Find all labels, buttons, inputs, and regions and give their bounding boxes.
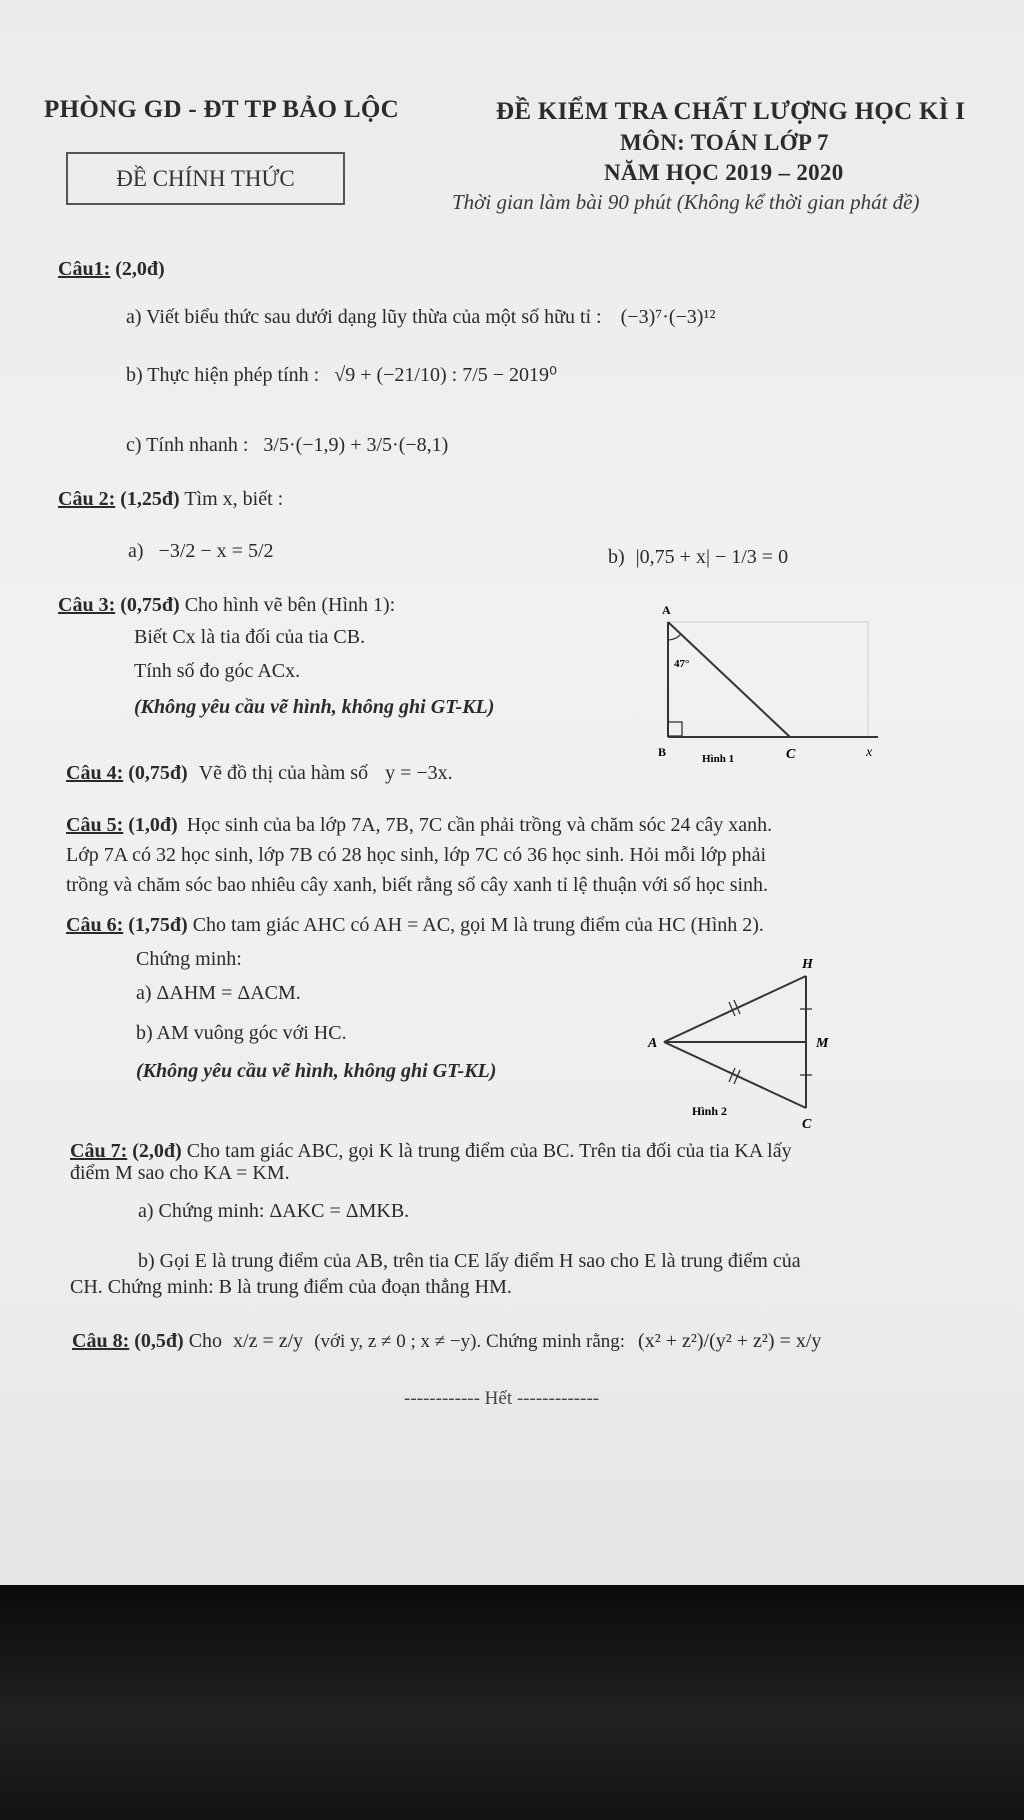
- figure-2-caption: Hình 2: [692, 1104, 728, 1118]
- official-exam-box: ĐỀ CHÍNH THỨC: [66, 152, 345, 205]
- q4-label: Câu 4:: [66, 762, 124, 784]
- figure-2-label-A: A: [648, 1036, 658, 1051]
- q4-points: (0,75đ): [128, 762, 188, 784]
- q6-points: (1,75đ): [128, 914, 188, 936]
- figure-1: [640, 600, 900, 770]
- figure-1-frame: [668, 622, 868, 737]
- q7-b-line1: b) Gọi E là trung điểm của AB, trên tia CE lấy điểm H sao cho E là trung điểm của: [138, 1250, 801, 1272]
- q6-note: (Không yêu cầu vẽ hình, không ghi GT-KL): [136, 1060, 497, 1082]
- q3-line1: Biết Cx là tia đối của tia CB.: [134, 626, 366, 648]
- figure-1-label-C: C: [786, 747, 796, 762]
- school-year: NĂM HỌC 2019 – 2020: [604, 160, 844, 185]
- q2-b-expr: |0,75 + x| − 1/3 = 0: [635, 546, 789, 568]
- q1-b: [126, 362, 557, 387]
- q7-label: Câu 7:: [70, 1140, 128, 1162]
- q7-points: (2,0đ): [132, 1140, 182, 1162]
- q6-b: b) AM vuông góc với HC.: [136, 1022, 347, 1044]
- q8-condition: (với y, z ≠ 0 ; x ≠ −y). Chứng minh rằng:: [314, 1331, 626, 1352]
- figure-2-label-H: H: [802, 957, 813, 972]
- figure-1-label-x: x: [866, 745, 873, 760]
- q2-a-expr: −3/2 − x = 5/2: [158, 540, 274, 562]
- school-department: PHÒNG GD - ĐT TP BẢO LỘC: [44, 96, 399, 123]
- q2-b: [608, 546, 788, 569]
- q3-points: (0,75đ): [120, 594, 180, 616]
- q5-line3: trồng và chăm sóc bao nhiêu cây xanh, biết rằng số cây xanh tỉ lệ thuận với số học sinh.: [66, 874, 769, 896]
- q4-text: Vẽ đồ thị của hàm số: [198, 762, 369, 784]
- figure-1-angle: 47°: [674, 658, 690, 670]
- q1-points: (2,0đ): [115, 258, 165, 280]
- q8-cho: Cho: [188, 1330, 223, 1352]
- q6-a: a) ΔAHM = ΔACM.: [136, 982, 301, 1004]
- time-note: Thời gian làm bài 90 phút (Không kể thời gian phát đề): [452, 190, 920, 214]
- q8-points: (0,5đ): [134, 1330, 184, 1352]
- q7-text-1: Cho tam giác ABC, gọi K là trung điểm của BC. Trên tia đối của tia KA lấy: [186, 1140, 792, 1162]
- q1-a: [126, 306, 715, 329]
- q7-line2: điểm M sao cho KA = KM.: [70, 1162, 290, 1184]
- q2-b-label: b): [608, 546, 625, 568]
- q1-a-expr: (−3)⁷·(−3)¹²: [620, 306, 716, 328]
- q1-label: Câu1:: [58, 258, 111, 280]
- q6-text: Cho tam giác AHC có AH = AC, gọi M là trung điểm của HC (Hình 2).: [192, 914, 764, 936]
- figure-1-caption: Hình 1: [702, 753, 735, 765]
- exam-title: ĐỀ KIỂM TRA CHẤT LƯỢNG HỌC KÌ I: [496, 98, 966, 125]
- q5-label: Câu 5:: [66, 814, 124, 836]
- q1-b-expr: √9 + (−21/10) : 7/5 − 2019⁰: [334, 364, 558, 386]
- q8-given-expr: x/z = z/y: [233, 1330, 304, 1352]
- q5-line2: Lớp 7A có 32 học sinh, lớp 7B có 28 học sinh, lớp 7C có 36 học sinh. Hỏi mỗi lớp phải: [66, 844, 767, 866]
- q2-heading: [58, 488, 283, 511]
- figure-1-label-A: A: [662, 603, 671, 617]
- background-surface: [0, 1585, 1024, 1820]
- q7-a: a) Chứng minh: ΔAKC = ΔMKB.: [138, 1200, 410, 1222]
- q5-line1: [66, 814, 772, 837]
- exam-subject: MÔN: TOÁN LỚP 7: [620, 130, 829, 155]
- q5-text-1: Học sinh của ba lớp 7A, 7B, 7C cần phải trồng và chăm sóc 24 cây xanh.: [186, 814, 773, 836]
- q1-c: [126, 434, 448, 457]
- right-angle-mark: [668, 722, 682, 736]
- end-marker: ------------ Hết -------------: [404, 1388, 600, 1409]
- figure-2-label-M: M: [816, 1036, 829, 1051]
- figure-1-label-B: B: [658, 745, 667, 759]
- q3-note: (Không yêu cầu vẽ hình, không ghi GT-KL): [134, 696, 495, 718]
- figure-2: [640, 950, 860, 1140]
- q3-heading: [58, 594, 395, 617]
- q6-label: Câu 6:: [66, 914, 124, 936]
- q8-label: Câu 8:: [72, 1330, 130, 1352]
- q2-a-label: a): [128, 540, 144, 562]
- q1-c-expr: 3/5·(−1,9) + 3/5·(−8,1): [263, 434, 449, 456]
- q3-text: Cho hình vẽ bên (Hình 1):: [184, 594, 396, 616]
- q2-a: [128, 540, 274, 563]
- q1-a-text: a) Viết biểu thức sau dưới dạng lũy thừa của một số hữu tỉ :: [126, 306, 602, 328]
- q3-line2: Tính số đo góc ACx.: [134, 660, 301, 682]
- q8-line: [72, 1330, 821, 1353]
- q7-line1: [70, 1140, 792, 1163]
- q2-label: Câu 2:: [58, 488, 116, 510]
- q2-points: (1,25đ): [120, 488, 180, 510]
- segment-AC: [664, 1042, 806, 1108]
- q5-points: (1,0đ): [128, 814, 178, 836]
- q1-c-text: c) Tính nhanh :: [126, 434, 249, 456]
- segment-AC: [668, 622, 790, 737]
- angle-arc: [668, 634, 681, 640]
- q4-expr: y = −3x.: [385, 762, 453, 784]
- q6-heading: [66, 914, 764, 937]
- q8-prove-expr: (x² + z²)/(y² + z²) = x/y: [638, 1330, 822, 1352]
- figure-2-label-C: C: [802, 1117, 812, 1132]
- q6-prove: Chứng minh:: [136, 948, 242, 970]
- q2-text: Tìm x, biết :: [184, 488, 284, 510]
- q3-label: Câu 3:: [58, 594, 116, 616]
- q4-heading: [66, 762, 453, 785]
- segment-AH: [664, 976, 806, 1042]
- q1-heading: [58, 258, 165, 281]
- q7-b-line2: CH. Chứng minh: B là trung điểm của đoạn thẳng HM.: [70, 1276, 512, 1298]
- q1-b-text: b) Thực hiện phép tính :: [126, 364, 320, 386]
